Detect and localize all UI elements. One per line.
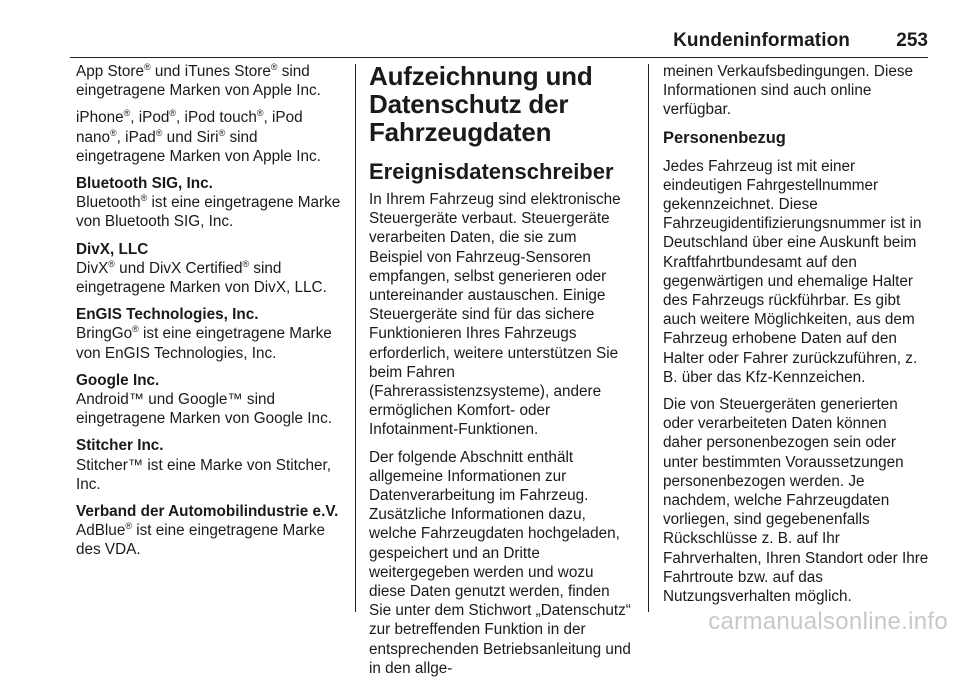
bluetooth-heading: Bluetooth SIG, Inc. [76,175,213,193]
section-heading-event-recorder: Ereignisdatenschreiber [369,159,614,184]
paragraph-control-units: In Ihrem Fahrzeug sind elektronische Steuergeräte verbaut. Steuergeräte verarbeiten Daten, die sie zum Beispiel von Fahrzeug-Sensoren empfangen, selbst generieren oder untereinander austauschen. Einige Steuergeräte sind für das sichere Funktionieren Ihres Fahrzeugs erforderlich, weitere unterstützen Sie beim Fahren (Fahrerassistenzsysteme), andere ermöglichen Komfort- oder Infotainment-Funktionen. [369,191,621,439]
google-trademark: Google Inc. Android™ und Google™ sind eingetragene Marken von Google Inc. [76,371,342,429]
header-rule [70,57,928,58]
engis-trademark: EnGIS Technologies, Inc. BringGo® ist eine eingetragene Marke von EnGIS Technologies, Inc. [76,305,342,363]
vda-heading: Verband der Automobilindustrie e.V. [76,503,339,521]
watermark: carmanualsonline.info [708,608,948,635]
engis-heading: EnGIS Technologies, Inc. [76,306,259,324]
paragraph-data-processing: Der folgende Abschnitt enthält allgemeine Informationen zur Datenverarbeitung im Fahrzeug. Zusätzliche Informationen dazu, welche Fahrzeugdaten hochgeladen, gespeichert und an Dritte weitergegeben werden und wozu diese Daten genutzt werden, finden Sie unter dem Stichwort „Datenschutz“ zur betreffenden Funktion in der entsprechenden Betriebsanleitung und in den allge- [369,448,631,677]
page-number: 253 [896,30,928,51]
section-heading-personal-reference: Personenbezug [663,128,786,147]
column-data-protection [369,62,634,686]
paragraph-vin: Jedes Fahrzeug ist mit einer eindeutigen Fahrgestellnummer gekennzeichnet. Diese Fahrzeugidentifizierungsnummer ist in Deutschland über eine Auskunft beim Kraftfahrtbundesamt auf den gegenwärtigen und ehemalige Halter des Fahrzeugs rückführbar. Es gibt auch weitere Möglichkeiten, aus dem Fahrzeug erhobene Daten auf den Halter oder Fahrer zurückzuführen, z. B. über das Kfz-Kennzeichen. [663,157,922,386]
stitcher-trademark: Stitcher Inc. Stitcher™ ist eine Marke von Stitcher, Inc. [76,436,342,494]
stitcher-heading: Stitcher Inc. [76,437,164,455]
divx-trademark: DivX, LLC DivX® und DivX Certified® sind eingetragene Marken von DivX, LLC. [76,240,342,298]
google-heading: Google Inc. [76,371,160,389]
column-divider-2 [648,64,649,612]
vda-trademark: Verband der Automobilindustrie e.V. AdBlue® ist eine eingetragene Marke des VDA. [76,502,342,560]
apple-trademark-2: iPhone®, iPod®, iPod touch®, iPod nano®, iPad® und Siri® sind eingetragene Marken von Apple Inc. [76,108,321,165]
divx-heading: DivX, LLC [76,240,149,258]
column-trademarks [76,62,342,568]
column-divider-1 [355,64,356,612]
apple-trademark-1: App Store® und iTunes Store® sind eingetragene Marken von Apple Inc. [76,62,321,100]
column-personal-reference [663,62,929,614]
section-title: Kundeninformation [673,30,850,51]
chapter-title: Aufzeichnung und Datenschutz der Fahrzeugdaten [369,61,593,147]
paragraph-sales-conditions: meinen Verkaufsbedingungen. Diese Informationen sind auch online verfügbar. [663,63,914,119]
page-header [70,30,928,52]
paragraph-personal-data: Die von Steuergeräten generierten oder verarbeiteten Daten können daher personenbezogen sein oder unter bestimmten Voraussetzungen personenbezogen werden. Je nachdem, welche Fahrzeugdaten vorliegen, sind gegebenenfalls Rückschlüsse z. B. auf Ihr Fahrverhalten, Ihren Standort oder Ihre Fahrtroute bzw. auf das Nutzungsverhalten möglich. [663,396,929,606]
bluetooth-trademark: Bluetooth SIG, Inc. Bluetooth® ist eine eingetragene Marke von Bluetooth SIG, Inc. [76,175,341,231]
